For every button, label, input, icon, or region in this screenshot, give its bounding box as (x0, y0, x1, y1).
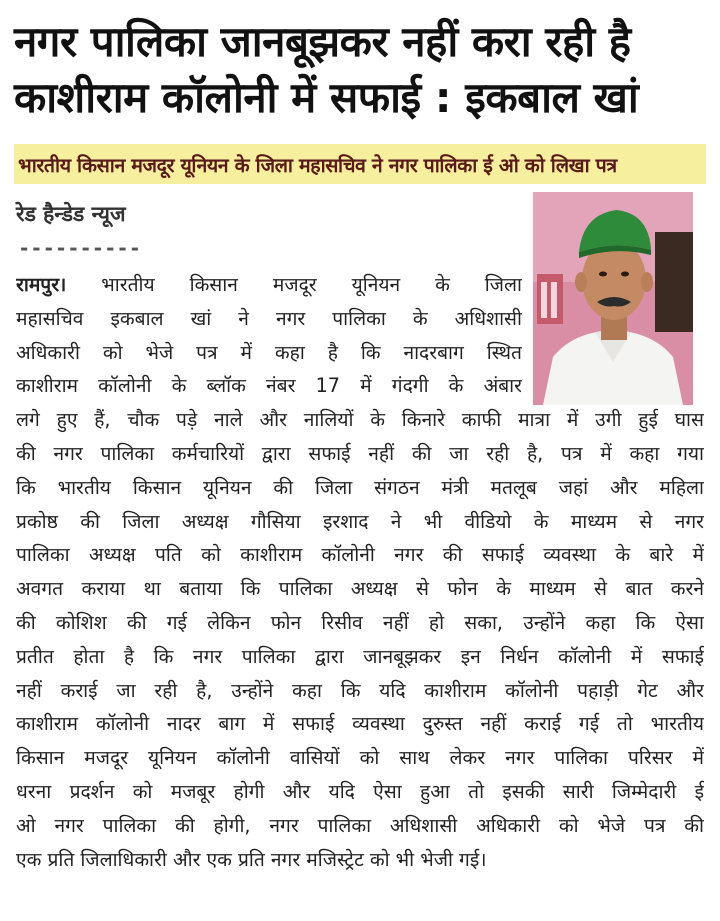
article-line: कि भारतीय किसान यूनियन की जिला संगठन मंत्री मतलूब जहां और महिला (16, 475, 704, 499)
article-line: काशीराम कॉलोनी नादर बाग में सफाई व्यवस्था दुरुस्त नहीं कराई गई तो भारतीय (16, 712, 704, 736)
byline: रेड हैन्डेड न्यूज (16, 202, 126, 226)
headline-line-2: काशीराम कॉलोनी में सफाई : इकबाल खां (14, 73, 639, 122)
article-line: धरना प्रदर्शन को मजबूर होगी और यदि ऐसा हुआ तो इसकी सारी जिम्मेदारी ई (16, 779, 704, 803)
article-line-text: भारतीय किसान मजदूर यूनियन के जिला (66, 273, 522, 296)
article-line: किसान मजदूर यूनियन कॉलोनी वासियों को साथ लेकर नगर पालिका परिसर में (16, 746, 704, 770)
article-line: ओ नगर पालिका की होगी, नगर पालिका अधिशासी अधिकारी को भेजे पत्र की (16, 813, 704, 837)
article-line: पालिका अध्यक्ष पति को काशीराम कॉलोनी नगर की सफाई व्यवस्था के बारे में (16, 543, 704, 567)
article-line (16, 268, 522, 302)
headline-line-1: नगर पालिका जानबूझकर नहीं करा रही है (14, 17, 631, 66)
article-line: प्रतीत होता है कि नगर पालिका द्वारा जानबूझकर इन निर्धन कॉलोनी में सफाई (16, 644, 704, 668)
article-line: काशीराम कॉलोनी के ब्लॉक नंबर 17 में गंदगी के अंबार (16, 374, 522, 398)
article-line: महासचिव इकबाल खां ने नगर पालिका के अधिशासी (16, 306, 522, 330)
article-line: अधिकारी को भेजे पत्र में कहा है कि नादरबाग स्थित (16, 340, 522, 364)
article-line: एक प्रति जिलाधिकारी और एक प्रति नगर मजिस्ट्रेट को भी भेजी गई। (16, 847, 487, 871)
dateline-location: रामपुर। (16, 273, 67, 296)
article-line: नहीं कराई जा रही है, उन्होंने कहा कि यदि काशीराम कॉलोनी पहाड़ी गेट और (16, 678, 704, 702)
article-line: की कोशिश की गई लेकिन फोन रिसीव नहीं हो सका, उन्होंने कहा कि ऐसा (16, 610, 704, 634)
article-line: की नगर पालिका कर्मचारियों द्वारा सफाई नहीं की जा रही है, पत्र में कहा गया (16, 441, 704, 465)
subheadline-banner (14, 144, 706, 184)
byline-separator: ---------- (20, 236, 144, 260)
article-body (16, 268, 704, 876)
article-line: लगे हुए हैं, चौक पड़े नाले और नालियों के किनारे काफी मात्रा में उगी हुई घास (16, 408, 704, 432)
article-line: प्रकोष्ठ की जिला अध्यक्ष गौसिया इरशाद ने भी वीडियो के माध्यम से नगर (16, 509, 704, 533)
subheadline: भारतीय किसान मजदूर यूनियन के जिला महासचिव ने नगर पालिका ई ओ को लिखा पत्र (18, 153, 617, 177)
headline (14, 14, 708, 126)
article-line: अवगत कराया था बताया कि पालिका अध्यक्ष से फोन के माध्यम से बात करने (16, 577, 704, 601)
